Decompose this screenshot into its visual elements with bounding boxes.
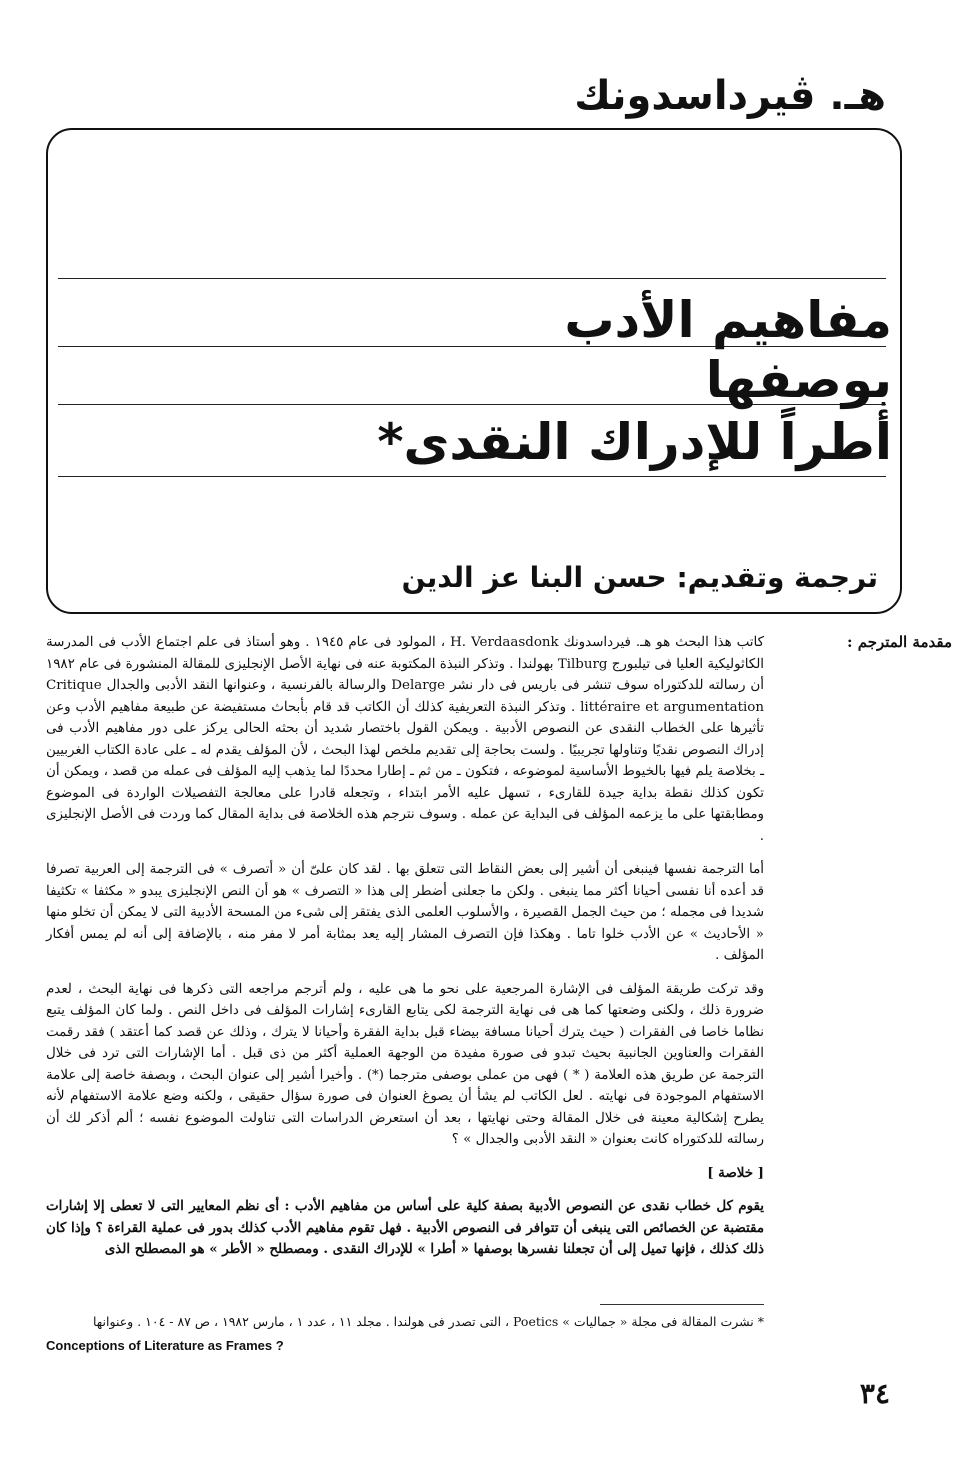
- footnote: * نشرت المقالة فى مجلة « جماليات » Poetics ، التى تصدر فى هولندا . مجلد ١١ ، عدد ١ ، مارس ١٩٨٢ ، ص ٨٧ - ١٠٤ . وعنوانها: [92, 1314, 764, 1329]
- page-number: ٣٤: [859, 1377, 890, 1410]
- title-line-1: مفاهيم الأدب: [564, 291, 892, 349]
- summary-text: يقوم كل خطاب نقدى عن النصوص الأدبية بصفة كلية على أساس من مفاهيم الأدب : أى نظم المعايير التى لا تعطى إلا إشارات مقتضبة عن الخصائص التى ينبغى أن تتوافر فى النصوص الأدبية . فهل تقوم مفاهيم الأدب كذلك بدور فى عملية القراءة ؟ وإذا كان ذلك كذلك ، فإنها تميل إلى أن تجعلنا نفسرها بوصفها « أطرا » للإدراك النقدى . ومصطلح « الأطر » هو المصطلح الذى: [46, 1198, 764, 1257]
- footnote-divider: [600, 1304, 764, 1305]
- footnote-english-title: Conceptions of Literature as Frames ?: [46, 1338, 284, 1353]
- section-label: مقدمة المترجم :: [846, 633, 952, 651]
- paragraph: أما الترجمة نفسها فينبغى أن أشير إلى بعض النقاط التى تتعلق بها . لقد كان علىّ أن « أتصرف » فى الترجمة إلى العربية تصرفا قد أعده أنا نفسى أحيانا أكثر مما ينبغى . ولكن ما جعلنى أضطر إلى هذا « التصرف » هو أن النص الإنجليزى يبدو « مكثفا » تكثيفا شديدا فى مجمله ؛ من حيث الجمل القصيرة ، والأسلوب العلمى الذى يفتقر إلى شىء من المسحة الأدبية التى لا يمكن أن تخلو منها « الأحاديث » عن الأدب خلوا تاما . وهكذا فإن التصرف المشار إليه يعد بمثابة أمر لا مفر منه ، بالإضافة إلى أنه لم يمس أفكار المؤلف .: [46, 862, 764, 963]
- paragraph: وقد تركت طريقة المؤلف فى الإشارة المرجعية على نحو ما هى عليه ، ولم أترجم مراجعه التى ذكرها فى نهاية البحث ، لعدم ضرورة ذلك ، ولكنى وضعتها كما هى فى نهاية الترجمة لكى يتابع القارىء إشارات المؤلف فى داخل النص . ولما كان المؤلف يتبع نظاما خاصا فى الفقرات ( حيث يترك أحيانا مسافة بيضاء قبل بداية الفقرة وأحيانا لا يترك ، وذلك عن قصد كما أعتقد ) فقد رقمت الفقرات والعناوين الجانبية بحيث تبدو فى صورة مفيدة من الوجهة العملية أكثر من ذى قبل . أما الإشارات التى ترد فى خلال الترجمة عن طريق هذه العلامة ( * ) فهى من عملى بوصفى مترجما (*) . وأخيرا أشير إلى عنوان البحث ، وبصفة خاصة إلى علامة الاستفهام الموجودة فى نهايته . لعل الكاتب لم يشأ أن يصوغ العنوان فى صورة سؤال حقيقى ، ولكنه وضع علامة الاستفهام لأنه يطرح إشكالية معينة فى خلال المقالة وحتى نهايتها ، بعد أن استعرض الدراسات التى تناولت الموضوع نفسه ؛ ألم أذكر لك أن رسالته للدكتوراه كانت بعنوان « النقد الأدبى والجدال » ؟: [46, 981, 764, 1147]
- title-rule: [58, 278, 886, 279]
- translator-credit: ترجمة وتقديم: حسن البنا عز الدين: [401, 561, 878, 594]
- author-name: هـ. ڤيرداسدونك: [574, 73, 886, 119]
- title-line-2: بوصفها: [705, 351, 892, 409]
- paragraph: كاتب هذا البحث هو هـ. فيرداسدونك H. Verdaasdonk ، المولود فى عام ١٩٤٥ . وهو أستاذ فى علم اجتماع الأدب فى المدرسة الكاثوليكية العليا فى تيلبورج Tilburg بهولندا . وتذكر النبذة المكتوبة عنه فى نهاية الأصل الإنجليزى للمقالة المنشورة فى عام ١٩٨٢ أن رسالته للدكتوراه سوف تنشر فى باريس فى دار نشر Delarge والرسالة بالفرنسية ، وعنوانها النقد الأدبى والجدال Critique littéraire et argumentation . وتذكر النبذة التعريفية كذلك أن الكاتب قد قام بأبحاث مستفيضة عن طبيعة مفاهيم الأدب وعن تأثيرها على الخطاب النقدى عن النصوص الأدبية . ويمكن القول باختصار شديد أن بحثه الحالى يركز على دور مفاهيم الأدب فى إدراك النصوص نقديًا وتناولها تجريبيًا . ولست بحاجة إلى تقديم ملخص لهذا البحث ، لأن المؤلف يقدم له ـ على عادة الكتاب الغربيين ـ بخلاصة يلم فيها بالخيوط الأساسية لموضوعه ، فتكون ـ من ثم ـ إطارا محددًا لما يذهب إليه المؤلف فى عمله من قصد ، ويمكن أن تكون كذلك نقطة بداية جيدة للقارىء ، تسهل عليه الأمر ابتداء ، وتجعله قادرا على معالجة التفصيلات الواردة فى الموضوع ومطابقتها على ما يزعمه المؤلف فى البداية عن عمله . وسوف نترجم هذه الخلاصة فى بداية المقال كما وردت فى الأصل الإنجليزى .: [46, 635, 764, 844]
- article-body: [46, 632, 764, 1273]
- title-rule: [58, 476, 886, 477]
- title-line-3: أطراً للإدراك النقدى*: [377, 413, 892, 471]
- summary-heading: [ خلاصة ]: [707, 1164, 764, 1181]
